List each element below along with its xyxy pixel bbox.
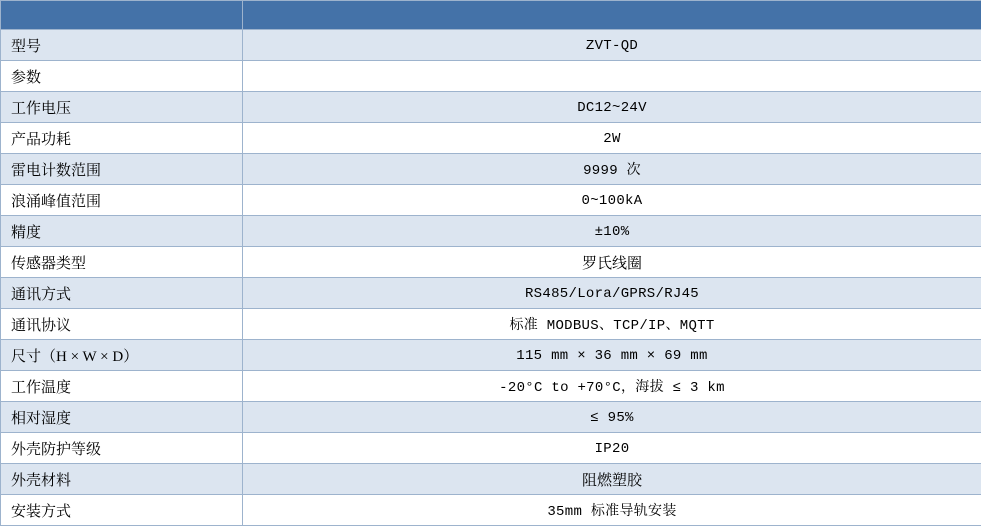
table-row (1, 278, 981, 309)
spec-label-cell (1, 185, 243, 216)
table-row (1, 433, 981, 464)
table-row (1, 61, 981, 92)
spec-label-cell (1, 309, 243, 340)
spec-value-text: -20°C to +70°C，海拔 ≤ 3 km (499, 380, 725, 396)
spec-value-cell (243, 433, 981, 464)
spec-label-text: 通讯方式 (11, 287, 71, 303)
spec-label-text: 工作电压 (11, 101, 71, 117)
spec-value-text: 标准 MODBUS、TCP/IP、MQTT (509, 318, 714, 334)
table-row (1, 185, 981, 216)
spec-label-text: 浪涌峰值范围 (11, 194, 101, 210)
spec-label-text: 参数 (11, 70, 41, 86)
spec-label-text: 相对湿度 (11, 411, 71, 427)
spec-value-cell (243, 216, 981, 247)
spec-label-text: 雷电计数范围 (11, 163, 101, 179)
table-row (1, 371, 981, 402)
table-row (1, 495, 981, 526)
spec-label-cell (1, 154, 243, 185)
spec-value-cell (243, 30, 981, 61)
spec-label-cell (1, 371, 243, 402)
spec-value-cell (243, 123, 981, 154)
table-row (1, 402, 981, 433)
spec-label-text: 安装方式 (11, 504, 71, 520)
table-row (1, 340, 981, 371)
spec-label-text: 外壳防护等级 (11, 442, 101, 458)
spec-label-text: 外壳材料 (11, 473, 71, 489)
spec-label-text: 传感器类型 (11, 256, 86, 272)
table-row (1, 92, 981, 123)
spec-value-text: 阻燃塑胶 (582, 473, 642, 489)
table-row (1, 154, 981, 185)
table-row (1, 216, 981, 247)
table-row (1, 30, 981, 61)
table-row (1, 309, 981, 340)
spec-value-cell (243, 402, 981, 433)
spec-value-text: DC12~24V (577, 100, 647, 116)
spec-label-text: 尺寸（H × W × D） (11, 349, 138, 365)
table-row (1, 247, 981, 278)
spec-label-text: 精度 (11, 225, 41, 241)
spec-value-cell (243, 340, 981, 371)
spec-value-text: 2W (603, 131, 620, 147)
spec-label-cell (1, 123, 243, 154)
spec-value-cell (243, 247, 981, 278)
spec-label-cell (1, 30, 243, 61)
spec-value-cell (243, 185, 981, 216)
spec-value-text: RS485/Lora/GPRS/RJ45 (525, 286, 699, 302)
spec-value-text: 115 mm × 36 mm × 69 mm (516, 348, 707, 364)
spec-label-text: 产品功耗 (11, 132, 71, 148)
spec-value-text: IP20 (595, 441, 630, 457)
spec-value-text: ≤ 95% (590, 410, 634, 426)
spec-value-text: 35mm 标准导轨安装 (547, 504, 676, 520)
table-row (1, 123, 981, 154)
spec-value-text: 0~100kA (582, 193, 643, 209)
spec-label-cell (1, 216, 243, 247)
spec-label-cell (1, 340, 243, 371)
spec-label-cell (1, 495, 243, 526)
spec-label-cell (1, 92, 243, 123)
spec-value-cell (243, 371, 981, 402)
spec-label-text: 型号 (11, 39, 41, 55)
spec-value-cell (243, 61, 981, 92)
spec-value-cell (243, 154, 981, 185)
table-header-right-cell (243, 1, 981, 30)
spec-value-text: ZVT-QD (586, 38, 638, 54)
spec-value-cell (243, 278, 981, 309)
spec-value-cell (243, 495, 981, 526)
spec-label-cell (1, 247, 243, 278)
spec-label-cell (1, 433, 243, 464)
spec-label-cell (1, 278, 243, 309)
spec-value-text: 罗氏线圈 (582, 256, 642, 272)
spec-label-cell (1, 61, 243, 92)
table-header-row (1, 1, 981, 30)
spec-value-text: ±10% (595, 224, 630, 240)
spec-value-text: 9999 次 (583, 163, 641, 179)
spec-label-text: 通讯协议 (11, 318, 71, 334)
table-header-left-cell (1, 1, 243, 30)
spec-label-cell (1, 402, 243, 433)
spec-value-cell (243, 92, 981, 123)
spec-value-cell (243, 309, 981, 340)
spec-label-text: 工作温度 (11, 380, 71, 396)
